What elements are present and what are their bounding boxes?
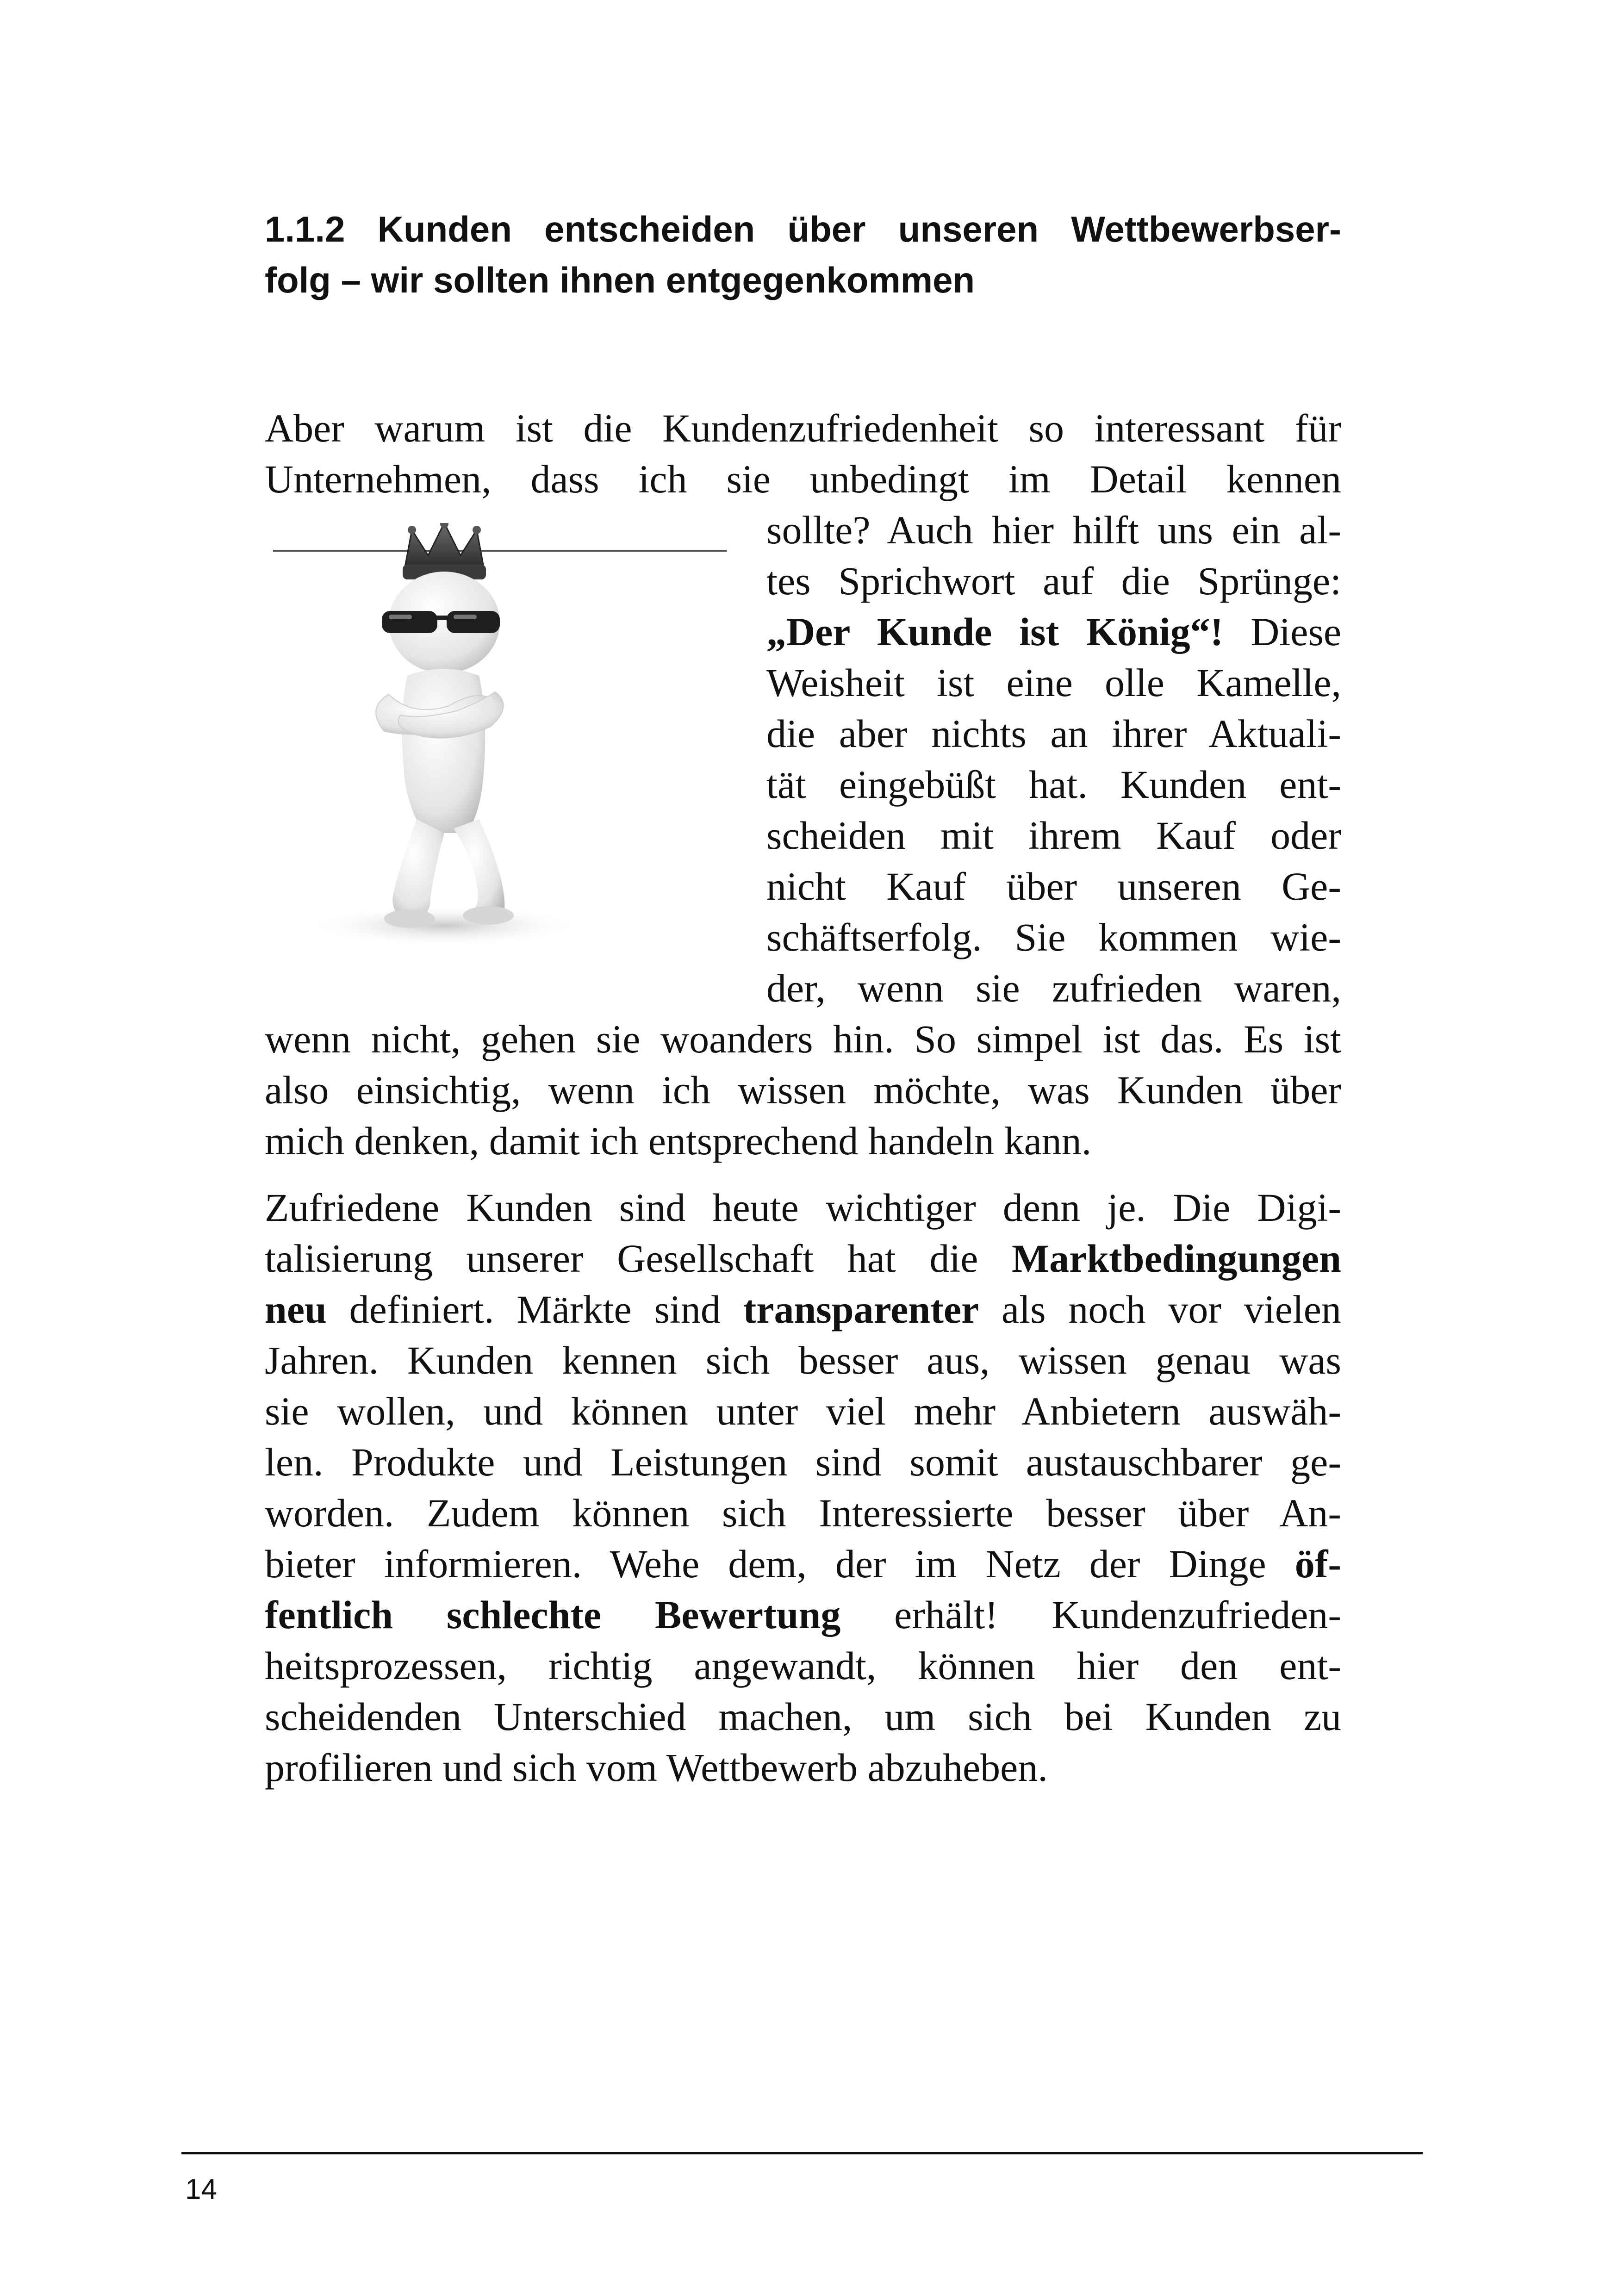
text-line: schäftserfolg. Sie kommen wie- xyxy=(766,915,1341,959)
text-line: Jahren. Kunden kennen sich besser aus, wissen genau was xyxy=(265,1338,1341,1382)
text-line: nicht Kauf über unseren Ge- xyxy=(766,864,1341,908)
text-line: tät eingebüßt hat. Kunden ent- xyxy=(766,762,1341,807)
text-segment: als noch vor vielen xyxy=(979,1287,1341,1332)
heading-line-1: 1.1.2 Kunden entscheiden über unseren Wettbewerbser- xyxy=(265,209,1341,249)
emphasis-neu: neu xyxy=(265,1287,327,1332)
emphasis-bewertung: fentlich schlechte Bewertung xyxy=(265,1593,841,1637)
text-line: worden. Zudem können sich Interessierte besser über An- xyxy=(265,1491,1341,1535)
emphasis-quote: „Der Kunde ist König“! xyxy=(766,610,1224,654)
emphasis-transparenter: transparenter xyxy=(743,1287,979,1332)
emphasis-oef: öf- xyxy=(1294,1542,1341,1586)
text-line: scheiden mit ihrem Kauf oder xyxy=(766,813,1341,858)
text-segment: definiert. Märkte sind xyxy=(326,1287,743,1332)
page-number: 14 xyxy=(185,2173,217,2205)
text-line: sollte? Auch hier hilft uns ein al- xyxy=(766,508,1341,552)
section-heading xyxy=(265,204,1341,305)
text-line: wenn nicht, gehen sie woanders hin. So simpel ist das. Es ist xyxy=(265,1017,1341,1061)
footer-divider xyxy=(181,2152,1423,2154)
text-line: Zufriedene Kunden sind heute wichtiger denn je. Die Digi- xyxy=(265,1185,1341,1230)
text-line: mich denken, damit ich entsprechend handeln kann. xyxy=(265,1119,1092,1163)
text-line: tes Sprichwort auf die Sprünge: xyxy=(766,559,1341,603)
text-line: len. Produkte und Leistungen sind somit austauschbarer ge- xyxy=(265,1440,1341,1484)
text-segment: erhält! Kundenzufrieden- xyxy=(840,1593,1341,1637)
text-line xyxy=(265,1538,1341,1589)
text-line: profilieren und sich vom Wettbewerb abzuheben. xyxy=(265,1745,1048,1790)
text-line xyxy=(265,1284,1341,1335)
text-segment: Diese xyxy=(1223,610,1342,654)
emphasis-marktbedingungen: Marktbedingungen xyxy=(1011,1236,1341,1281)
text-line xyxy=(265,1233,1341,1284)
text-line: also einsichtig, wenn ich wissen möchte, was Kunden über xyxy=(265,1068,1341,1112)
text-line: Aber warum ist die Kundenzufriedenheit so interessant für xyxy=(265,406,1341,450)
text-line: die aber nichts an ihrer Aktuali- xyxy=(766,711,1341,756)
text-line: Weisheit ist eine olle Kamelle, xyxy=(766,660,1341,705)
paragraph-1 xyxy=(265,403,1341,1166)
text-line xyxy=(766,606,1341,657)
text-line: der, wenn sie zufrieden waren, xyxy=(766,966,1341,1010)
paragraph-2 xyxy=(265,1182,1341,1793)
text-line: heitsprozessen, richtig angewandt, können hier den ent- xyxy=(265,1643,1341,1688)
text-segment: talisierung unserer Gesellschaft hat die xyxy=(265,1236,1012,1281)
text-line: sie wollen, und können unter viel mehr Anbietern auswäh- xyxy=(265,1389,1341,1433)
text-line: Unternehmen, dass ich sie unbedingt im Detail kennen xyxy=(265,457,1341,501)
text-segment: bieter informieren. Wehe dem, der im Netz der Dinge xyxy=(265,1542,1295,1586)
heading-line-2: folg – wir sollten ihnen entgegenkommen xyxy=(265,260,975,300)
text-line: scheidenden Unterschied machen, um sich bei Kunden zu xyxy=(265,1694,1341,1739)
text-line xyxy=(265,1589,1341,1640)
